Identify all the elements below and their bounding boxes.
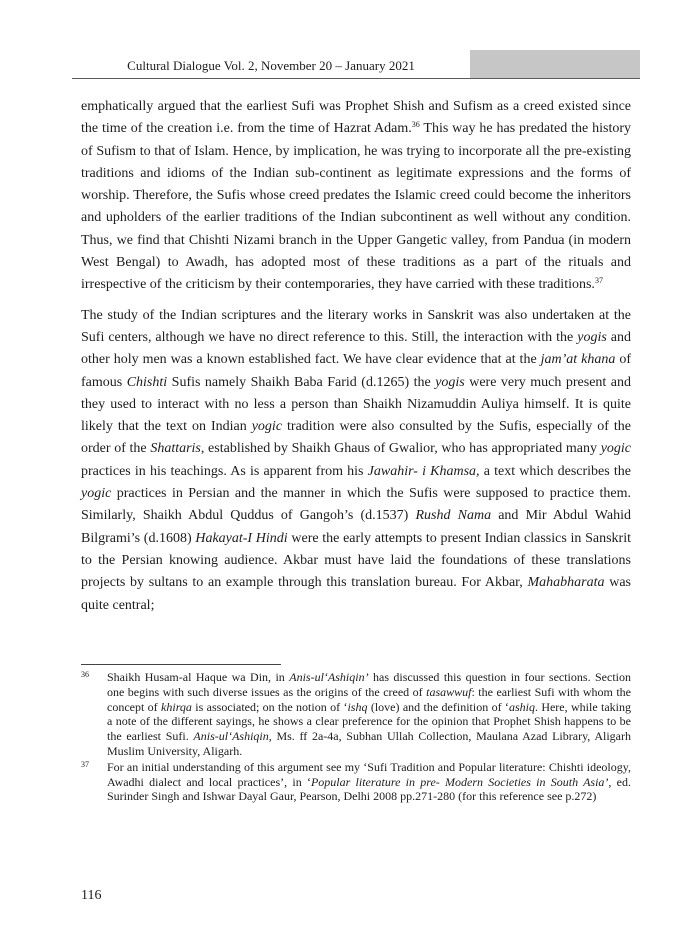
text-span: : the earliest Sufi with whom the concept of [107,684,632,714]
footnote-36 [81,670,631,759]
text-span: Sufis namely Shaikh Baba Farid (d.1265) the [167,374,436,390]
italic-term: yogic [81,486,112,502]
footnote-ref-37[interactable]: 37 [594,276,603,286]
text-span: For an initial understanding of this argument see my ‘Sufi Tradition and Popular literature: Chishti ideology, Awadhi dialect and local practices’, in ‘ [107,759,631,789]
footnote-number: 36 [81,670,89,679]
footnotes [81,670,631,805]
italic-term: tasawwuf [426,684,472,699]
text-span: This way he has predated the history of Sufism to that of Islam. Hence, by implication, he was trying to incorporate all the pre-existing traditions and idioms of the Indian sub-continent as legitimate expressions and the forms of worship. Therefore, the Sufis whose creed predates the Islamic creed could become the inheritors and upholders of the earlier traditions of the Indian subcontinent as well without any condition. Thus, we find that Chishti Nizami branch in the Upper Gangetic valley, from Pandua (in modern West Bengal) to Awadh, has adopted most of these traditions as a part of the rituals and irrespective of the criticism by their contemporaries, they have carried with these traditions. [81,121,631,293]
text-span: were very much present and they used to interact with no less a person than Shaikh Nizamuddin Auliya himself. It is quite likely that the text on Indian [81,374,631,435]
text-span: were the early attempts to present Indian classics in Sanskrit to the Persian knowing audience. Akbar must have laid the foundations of these translations projects by sultans to an example through this translation bureau. For Akbar, [81,530,631,591]
italic-term: Anis-ul‘Ashiqin [193,729,269,744]
text-span: tradition were also consulted by the Sufis, especially of the order of the [81,419,631,457]
italic-term: yogic [251,419,283,435]
italic-term: Rushd Nama [415,508,492,524]
page-number: 116 [81,888,102,903]
text-span: emphatically argued that the earliest Sufi was Prophet Shish and Sufism as a creed existed since the time of the creation i.e. from the time of Hazrat Adam. [81,99,631,137]
running-header [72,50,640,79]
text-span: of famous [81,352,631,390]
italic-term: yogic [600,441,632,457]
text-span: practices in his teachings. As is apparent from his [81,463,368,479]
text-span: ed. Surinder Singh and Ishwar Dayal Gaur, Pearson, Delhi 2008 pp.271-280 (for this reference see p.272) [107,774,632,804]
text-span: practices in Persian and the manner in which the Sufis were supposed to practice them. Similarly, Shaikh Abdul Quddus of Gangoh’s (d.1537) [81,486,631,524]
italic-term: ashiq [508,699,535,714]
italic-term: yogis [577,329,607,345]
italic-term: khirqa [161,699,192,714]
text-span: is associated; on the notion of ‘ [191,699,348,714]
italic-term: Shattaris [150,441,201,457]
footnote-ref-36[interactable]: 36 [411,120,420,130]
italic-term: Mahabharata [527,575,605,591]
italic-term: yogis [435,374,465,390]
italic-term: ishq [347,699,368,714]
header-shaded-box [470,50,640,79]
italic-term: Jawahir- i Khamsa, [367,463,480,479]
body-text [81,96,631,617]
text-span: has discussed this question in four sections. Section one begins with such diverse issues as the origins of the creed of [107,670,631,699]
paragraph-2 [81,305,631,617]
text-span: and Mir Abdul Wahid Bilgrami’s (d.1608) [81,508,632,546]
italic-term: Chishti [126,374,168,390]
footnote-number: 37 [81,759,89,769]
footnote-37 [81,760,631,804]
header-rule [72,78,640,79]
text-span: Shaikh Husam-al Haque wa Din, in [107,670,290,684]
text-span: , established by Shaikh Ghaus of Gwalior, who has appropriated many [200,441,601,457]
italic-term: jam’at khana [540,352,616,368]
header-title: Cultural Dialogue Vol. 2, November 20 – January 2021 [127,58,415,73]
text-span: The study of the Indian scriptures and the literary works in Sanskrit was also undertaken at the Sufi centers, although we have no direct reference to this. Still, the interaction with the [81,307,631,345]
footnote-separator [81,664,281,665]
text-span: and other holy men was a known established fact. We have clear evidence that at the [81,329,631,368]
text-span: was quite central; [81,575,631,613]
italic-term: Anis-ul‘Ashiqin’ [289,670,369,684]
text-span: . Here, while taking a note of the different sayings, he shows a clear preference for the opinion that Prophet Shish happens to be the earliest Sufi. [107,699,632,744]
text-span: (love) and the definition of ‘ [367,699,509,714]
paragraph-1 [81,96,631,297]
text-span: a text which describes the [479,463,631,479]
text-span: , Ms. ff 2a-4a, Subhan Ullah Collection, Maulana Azad Library, Aligarh Muslim University, Aligarh. [107,729,631,758]
italic-term: Hakayat-I Hindi [195,530,288,546]
italic-term: Popular literature in pre- Modern Societies in South Asia’, [310,774,612,789]
